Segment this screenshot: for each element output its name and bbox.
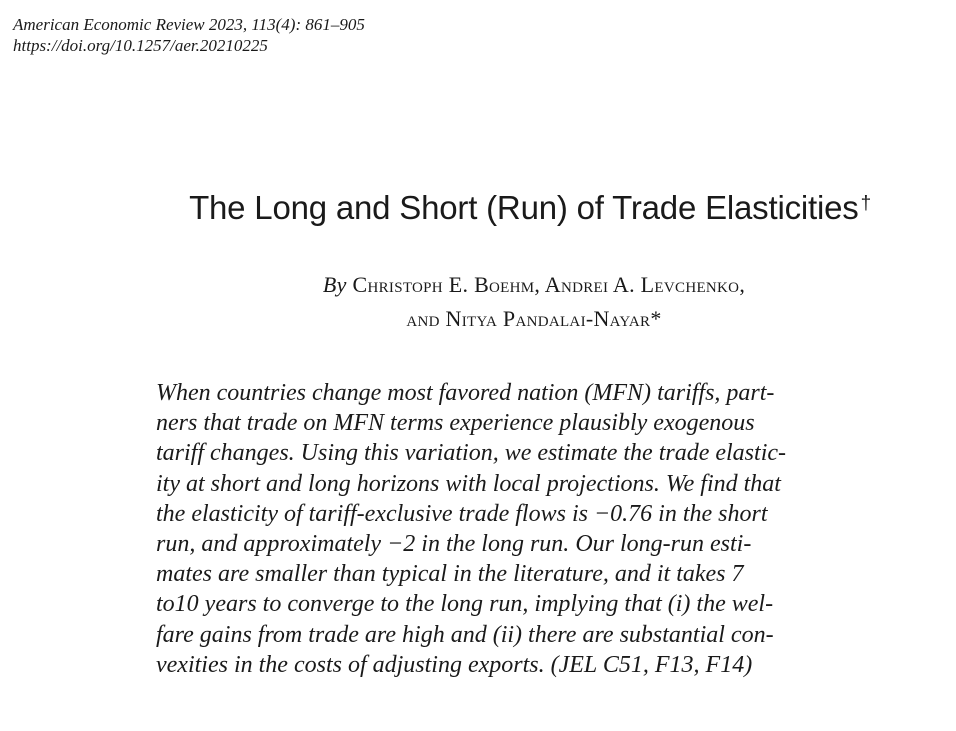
abstract-line: to10 years to converge to the long run, implying that (i) the wel- (156, 591, 774, 618)
abstract-line: the elasticity of tariff-exclusive trade flows is −0.76 in the short (156, 500, 768, 527)
paper-title-text: The Long and Short (Run) of Trade Elasticities (189, 189, 859, 226)
abstract (156, 378, 914, 680)
abstract-line: tariff changes. Using this variation, we estimate the trade elastic- (156, 440, 786, 467)
author-line-2: and Nitya Pandalai-Nayar* (406, 306, 662, 331)
by-label: By (322, 272, 347, 297)
abstract-line: ners that trade on MFN terms experience plausibly exogenous (156, 410, 755, 437)
abstract-line: ity at short and long horizons with local projections. We find that (156, 470, 781, 497)
author-line-1 (0, 268, 956, 302)
author-names-1: Christoph E. Boehm, Andrei A. Levchenko, (352, 272, 746, 297)
doi-line: https://doi.org/10.1257/aer.20210225 (13, 36, 268, 55)
paper-title (0, 186, 956, 230)
abstract-line: When countries change most favored nation (MFN) tariffs, part- (156, 380, 775, 406)
journal-header (13, 14, 365, 56)
title-footnote-mark: † (860, 193, 871, 214)
abstract-line: mates are smaller than typical in the literature, and it takes 7 (156, 561, 744, 588)
abstract-line: fare gains from trade are high and (ii) there are substantial con- (156, 621, 774, 648)
abstract-line: vexities in the costs of adjusting exports. (JEL C51, F13, F14) (156, 651, 753, 678)
author-block (0, 268, 956, 336)
journal-citation: American Economic Review 2023, 113(4): 861–905 (13, 15, 365, 34)
abstract-line: run, and approximately −2 in the long run. Our long-run esti- (156, 531, 752, 558)
